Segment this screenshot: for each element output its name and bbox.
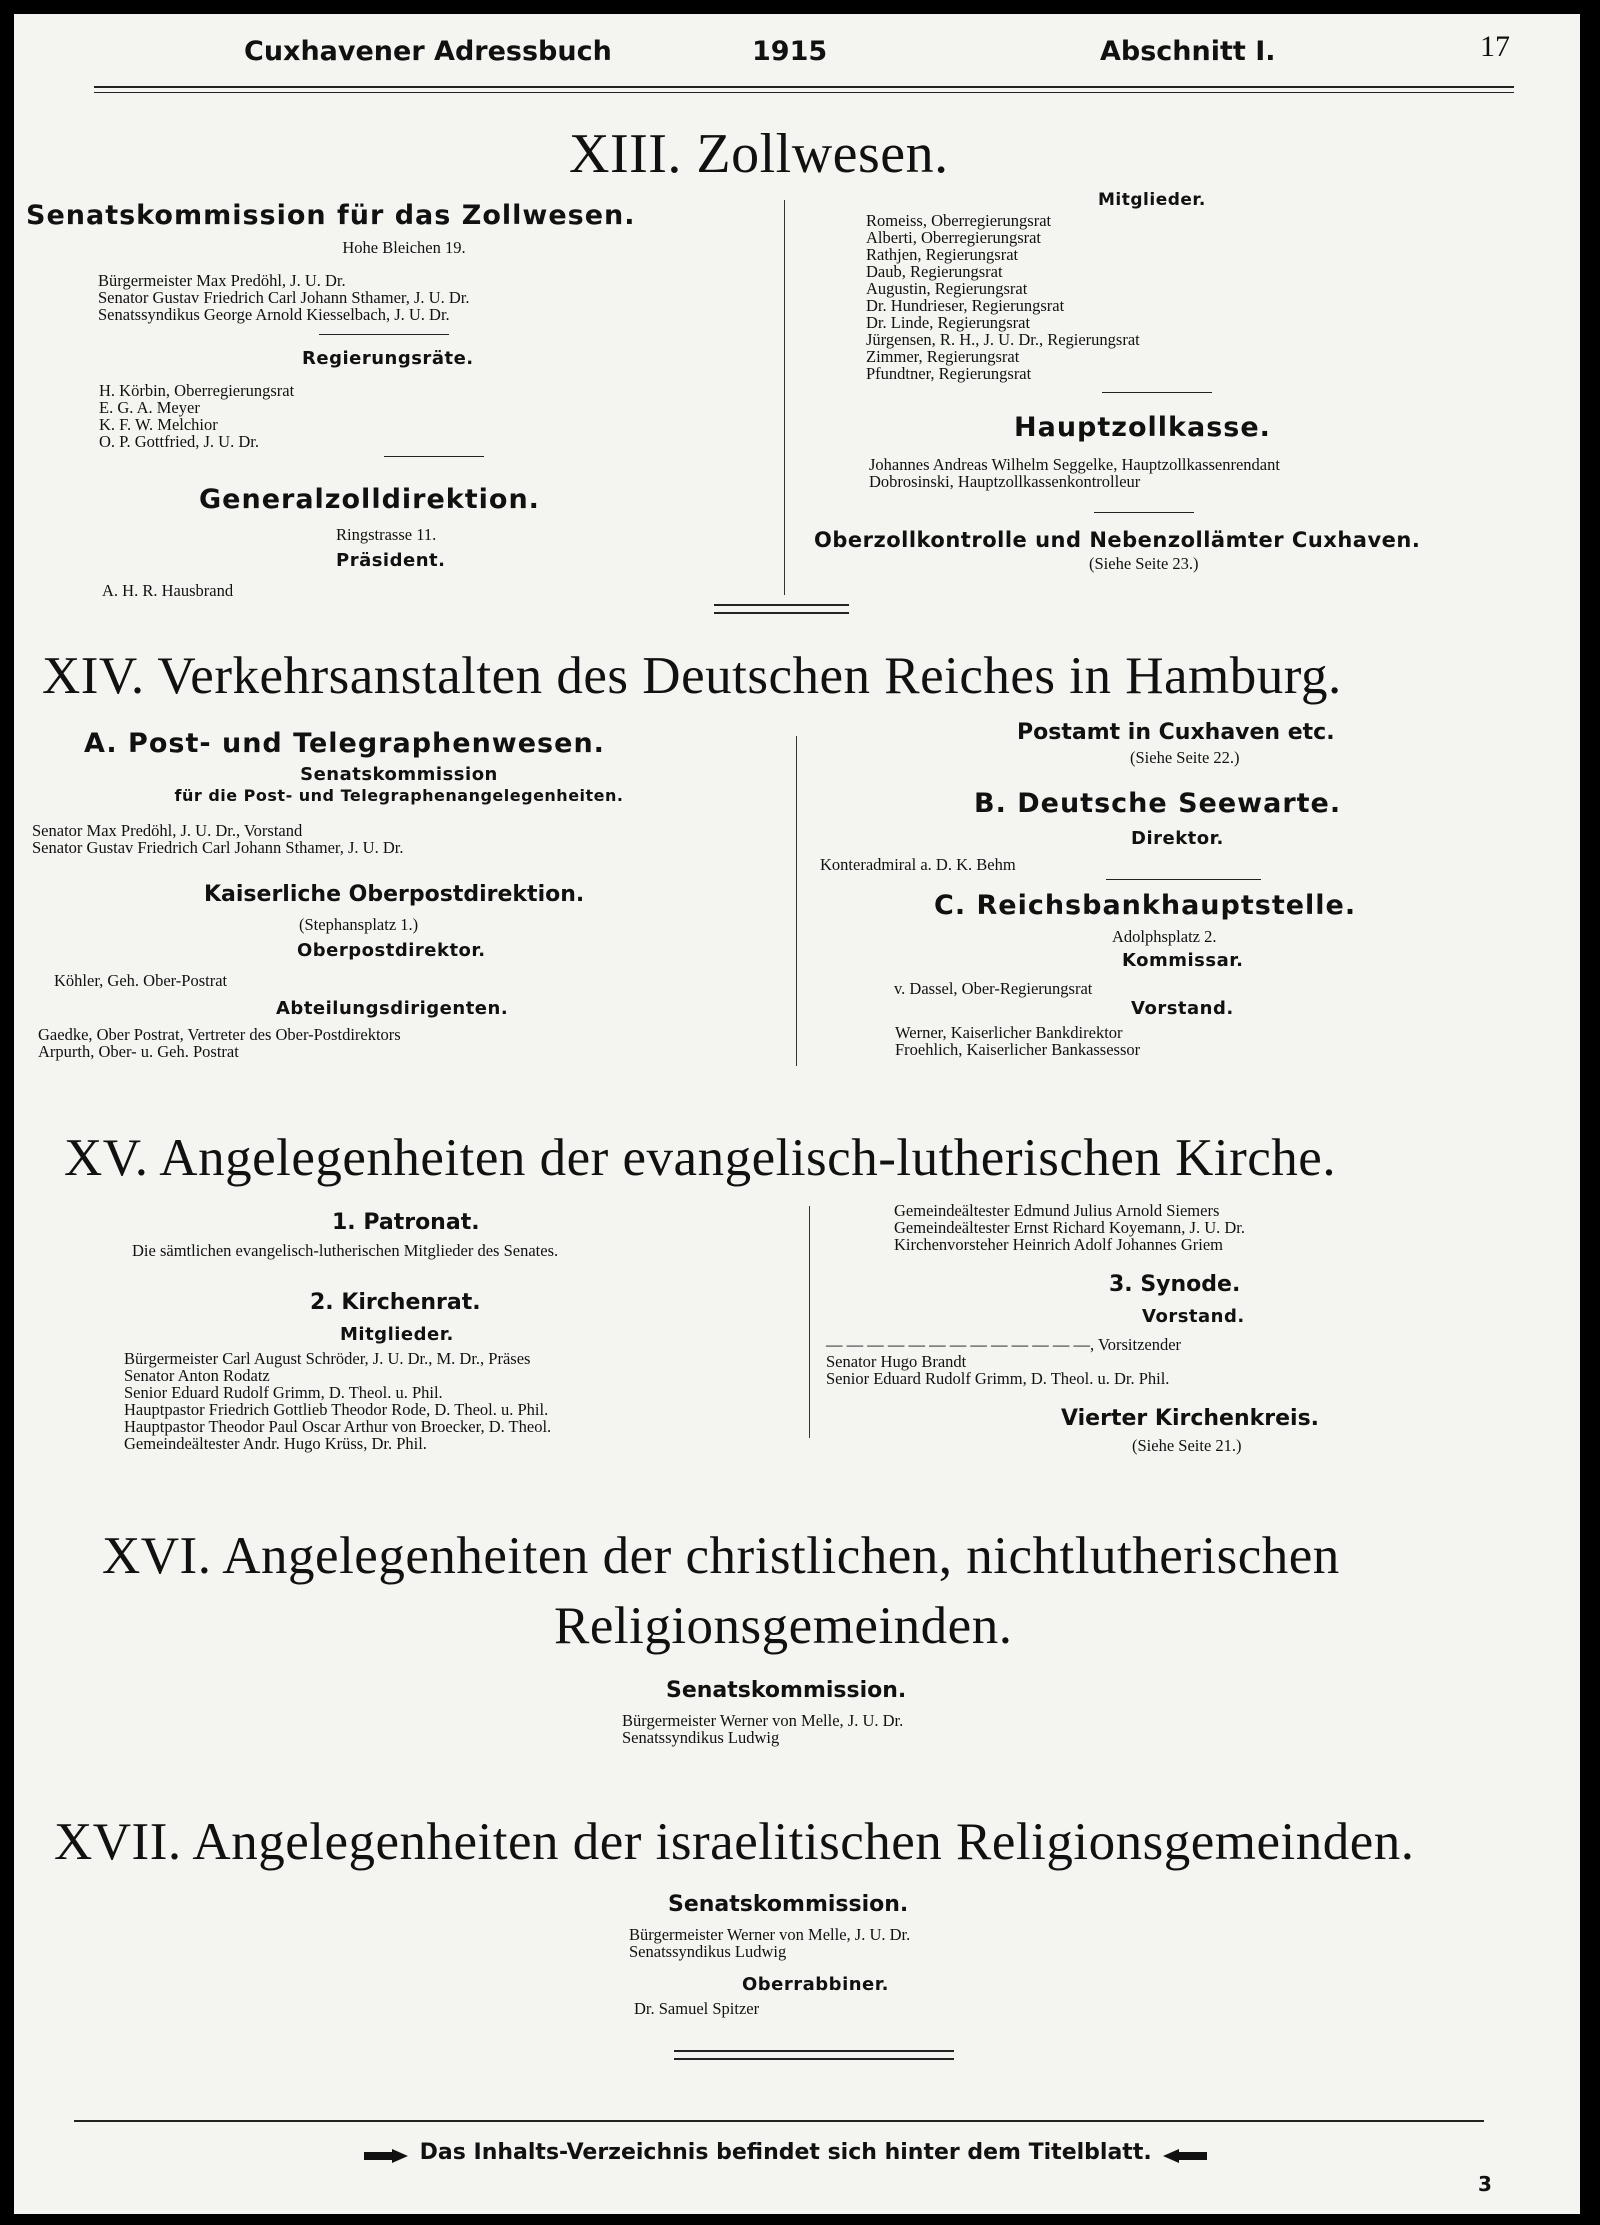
page-number: 17 [1480,30,1510,63]
member: K. F. W. Melchior [99,415,218,434]
member: Bürgermeister Werner von Melle, J. U. Dr. [629,1925,911,1944]
mitglieder-list [866,212,1140,382]
member: Senior Eduard Rudolf Grimm, D. Theol. u. Phil. [124,1383,443,1402]
praesident-name: A. H. R. Hausbrand [102,581,234,600]
member: H. Körbin, Oberregierungsrat [99,381,295,400]
header-rule-thin [94,92,1514,93]
divider [384,456,484,457]
senat-xvii-list [629,1926,910,1960]
column-divider [809,1206,810,1438]
seewarte-direktor-title: Direktor. [1131,828,1224,849]
seewarte-direktor-name: Konteradmiral a. D. K. Behm [820,855,1016,874]
member: Arpurth, Ober- u. Geh. Postrat [38,1042,239,1061]
member: Hauptpastor Friedrich Gottlieb Theodor Rode, D. Theol. u. Phil. [124,1400,549,1419]
divider [319,334,449,335]
oberpostdirektion-title: Kaiserliche Oberpostdirektion. [204,882,585,907]
oberpostdirektor-title: Oberpostdirektor. [297,940,486,961]
oberzollkontrolle-title: Oberzollkontrolle und Nebenzollämter Cuxhaven. [814,528,1421,552]
book-title: Cuxhavener Adressbuch [244,36,612,67]
seewarte-title: B. Deutsche Seewarte. [974,788,1342,819]
regierungsraete-list [99,382,294,450]
pointing-hand-left-icon [1159,2145,1209,2161]
hauptzollkasse-list [869,456,1280,490]
senat-post-subtitle: für die Post- und Telegraphenangelegenheiten. [174,786,624,805]
member: Bürgermeister Carl August Schröder, J. U. Dr., M. Dr., Präses [124,1349,531,1368]
senat-xvii-title: Senatskommission. [668,1892,909,1917]
member: Gemeindeältester Andr. Hugo Krüss, Dr. Phil. [124,1434,427,1453]
hauptzollkasse-title: Hauptzollkasse. [1014,412,1271,443]
header-rule [94,86,1514,88]
vorstand-title: Vorstand. [1131,998,1234,1019]
member: Senator Anton Rodatz [124,1366,270,1385]
member: Dr. Hundrieser, Regierungsrat [866,296,1065,315]
regierungsraete-title: Regierungsräte. [302,348,474,369]
member: Hauptpastor Theodor Paul Oscar Arthur von Broecker, D. Theol. [124,1417,552,1436]
senat-zoll-title: Senatskommission für das Zollwesen. [26,200,636,231]
member: Senator Gustav Friedrich Carl Johann Sthamer, J. U. Dr. [98,288,470,307]
member: Senatssyndikus George Arnold Kiesselbach, J. U. Dr. [98,305,450,324]
member: Senatssyndikus Ludwig [629,1942,787,1961]
member: Rathjen, Regierungsrat [866,245,1019,264]
oberrabbiner-name: Dr. Samuel Spitzer [634,1999,760,2018]
divider [1094,512,1194,513]
section-heading-xvi-cont: Religionsgemeinden. [554,1597,1013,1655]
reichsbank-address: Adolphsplatz 2. [1112,927,1217,946]
section-heading-xvii: XVII. Angelegenheiten der israelitischen Religionsgemeinden. [54,1813,1415,1871]
address-book-page [14,14,1580,2214]
member: Kirchenvorsteher Heinrich Adolf Johannes Griem [894,1235,1223,1254]
patronat-title: 1. Patronat. [332,1210,480,1235]
member: Froehlich, Kaiserlicher Bankassessor [895,1040,1141,1059]
abteilungsdirigenten-title: Abteilungsdirigenten. [276,998,509,1019]
synode-list [826,1336,1181,1387]
member: Bürgermeister Werner von Melle, J. U. Dr. [622,1711,904,1730]
postamt-ref: (Siehe Seite 22.) [1130,748,1240,767]
synode-title: 3. Synode. [1109,1272,1241,1297]
footer-note [362,2140,1209,2165]
oberpostdirektor-name: Köhler, Geh. Ober-Postrat [54,971,228,990]
member: Daub, Regierungsrat [866,262,1003,281]
member: Senior Eduard Rudolf Grimm, D. Theol. u. Dr. Phil. [826,1369,1170,1388]
column-divider [796,736,797,1066]
member: Zimmer, Regierungsrat [866,347,1020,366]
gemeinde-list [894,1202,1245,1253]
member: Senatssyndikus Ludwig [622,1728,780,1747]
section-heading-xv: XV. Angelegenheiten der evangelisch-lutherischen Kirche. [64,1129,1337,1187]
kirchenkreis-title: Vierter Kirchenkreis. [1061,1406,1320,1431]
kommissar-title: Kommissar. [1122,950,1244,971]
section-separator [714,604,849,614]
patronat-text: Die sämtlichen evangelisch-lutherischen Mitglieder des Senates. [132,1241,559,1260]
member: Gemeindeältester Ernst Richard Koyemann, J. U. Dr. [894,1218,1245,1237]
pointing-hand-right-icon [362,2145,412,2161]
divider [1106,879,1261,880]
member: Augustin, Regierungsrat [866,279,1028,298]
reichsbank-title: C. Reichsbankhauptstelle. [934,890,1357,921]
senat-xvi-list [622,1712,903,1746]
divider [1102,392,1212,393]
senat-xvi-title: Senatskommission. [666,1678,907,1703]
member: Senator Hugo Brandt [826,1352,967,1371]
member: Bürgermeister Max Predöhl, J. U. Dr. [98,271,346,290]
senat-zoll-members [98,272,469,323]
footer-note-text: Das Inhalts-Verzeichnis befindet sich hinter dem Titelblatt. [419,2140,1152,2165]
section-label: Abschnitt I. [1100,36,1276,67]
member: Johannes Andreas Wilhelm Seggelke, Hauptzollkassenrendant [869,455,1280,474]
section-heading-xvi: XVI. Angelegenheiten der christlichen, nichtlutherischen [102,1527,1340,1585]
oberrabbiner-title: Oberrabbiner. [742,1974,889,1995]
oberpostdirektion-address: (Stephansplatz 1.) [299,915,419,934]
member: O. P. Gottfried, J. U. Dr. [99,432,259,451]
signature-mark: 3 [1478,2172,1492,2196]
abteilungsdirigenten-list [38,1026,401,1060]
kommissar-name: v. Dassel, Ober-Regierungsrat [894,979,1093,998]
member: Alberti, Oberregierungsrat [866,228,1042,247]
member: Gemeindeältester Edmund Julius Arnold Siemers [894,1201,1220,1220]
member: — — — — — — — — — — — — —, Vorsitzender [826,1335,1182,1354]
section-heading-xiii: XIII. Zollwesen. [569,123,949,185]
praesident-title: Präsident. [336,550,446,571]
kirchenrat-title: 2. Kirchenrat. [310,1290,481,1315]
section-separator [674,2050,954,2060]
member: Gaedke, Ober Postrat, Vertreter des Ober-Postdirektors [38,1025,401,1044]
member: Dobrosinski, Hauptzollkassenkontrolleur [869,472,1141,491]
member: Senator Gustav Friedrich Carl Johann Sthamer, J. U. Dr. [32,838,404,857]
member: Romeiss, Oberregierungsrat [866,211,1052,230]
kirchenrat-list [124,1350,551,1452]
kirchenkreis-ref: (Siehe Seite 21.) [1132,1436,1242,1455]
mitglieder-title: Mitglieder. [1098,190,1206,210]
section-heading-xiv: XIV. Verkehrsanstalten des Deutschen Reiches in Hamburg. [42,647,1342,705]
member: E. G. A. Meyer [99,398,200,417]
member: Pfundtner, Regierungsrat [866,364,1032,383]
column-divider [784,200,785,595]
year: 1915 [752,36,828,67]
postamt-title: Postamt in Cuxhaven etc. [1017,720,1335,745]
member: Senator Max Predöhl, J. U. Dr., Vorstand [32,821,303,840]
vorstand-list [895,1024,1140,1058]
generalzolldirektion-address: Ringstrasse 11. [336,525,437,544]
senat-post-members [32,822,403,856]
oberzollkontrolle-ref: (Siehe Seite 23.) [1089,554,1199,573]
member: Werner, Kaiserlicher Bankdirektor [895,1023,1123,1042]
senat-zoll-address: Hohe Bleichen 19. [342,238,466,257]
generalzolldirektion-title: Generalzolldirektion. [199,484,540,515]
footer-rule [74,2120,1484,2122]
synode-vorstand-title: Vorstand. [1142,1306,1245,1327]
post-telegraph-title: A. Post- und Telegraphenwesen. [84,728,605,759]
member: Dr. Linde, Regierungsrat [866,313,1031,332]
kirchenrat-mitglieder-title: Mitglieder. [340,1324,454,1345]
senat-post-title: Senatskommission [300,764,498,785]
member: Jürgensen, R. H., J. U. Dr., Regierungsrat [866,330,1140,349]
